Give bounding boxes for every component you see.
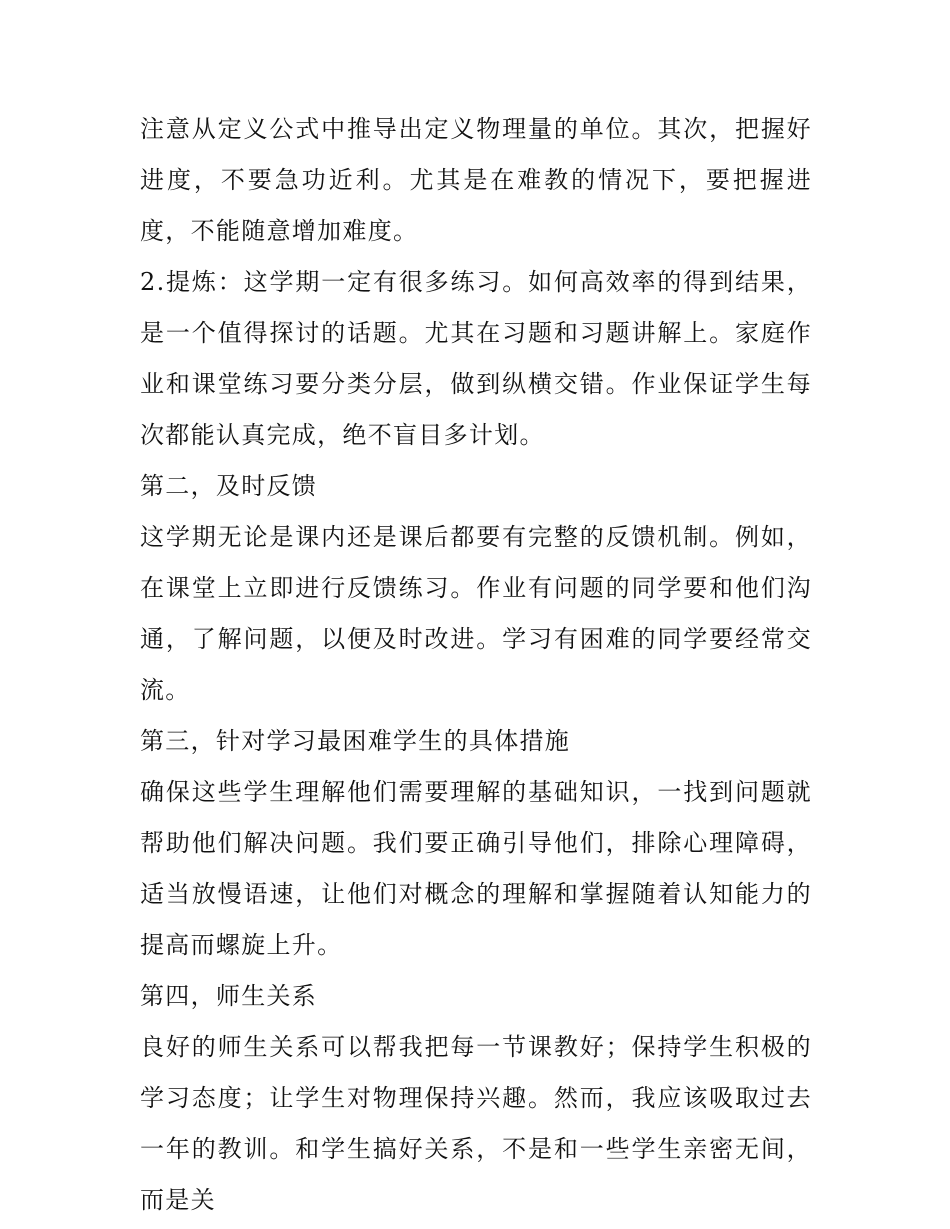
heading-teacher-student-relationship: 第四，师生关系 bbox=[140, 982, 318, 1010]
paragraph-progress-control: 注意从定义公式中推导出定义物理量的单位。其次，把握好进度，不要急功近利。尤其是在难教的情况下，要把握进度，不能随意增加难度。 bbox=[140, 115, 812, 245]
paragraph-teacher-student-relationship: 良好的师生关系可以帮我把每一节课教好；保持学生积极的学习态度；让学生对物理保持兴趣。然而，我应该吸取过去一年的教训。和学生搞好关系，不是和一些学生亲密无间，而是关 bbox=[140, 1033, 812, 1214]
heading-timely-feedback: 第二，及时反馈 bbox=[140, 472, 318, 500]
document-body bbox=[140, 104, 812, 1226]
paragraph-refinement: 2.提炼：这学期一定有很多练习。如何高效率的得到结果，是一个值得探讨的话题。尤其在习题和习题讲解上。家庭作业和课堂练习要分类分层，做到纵横交错。作业保证学生每次都能认真完成，绝不盲目多计划。 bbox=[140, 268, 812, 449]
heading-struggling-students: 第三，针对学习最困难学生的具体措施 bbox=[140, 727, 571, 755]
paragraph-feedback-mechanism: 这学期无论是课内还是课后都要有完整的反馈机制。例如，在课堂上立即进行反馈练习。作业有问题的同学要和他们沟通，了解问题，以便及时改进。学习有困难的同学要经常交流。 bbox=[140, 523, 812, 704]
paragraph-struggling-students-measures: 确保这些学生理解他们需要理解的基础知识，一找到问题就帮助他们解决问题。我们要正确引导他们，排除心理障碍，适当放慢语速，让他们对概念的理解和掌握随着认知能力的提高而螺旋上升。 bbox=[140, 778, 812, 959]
